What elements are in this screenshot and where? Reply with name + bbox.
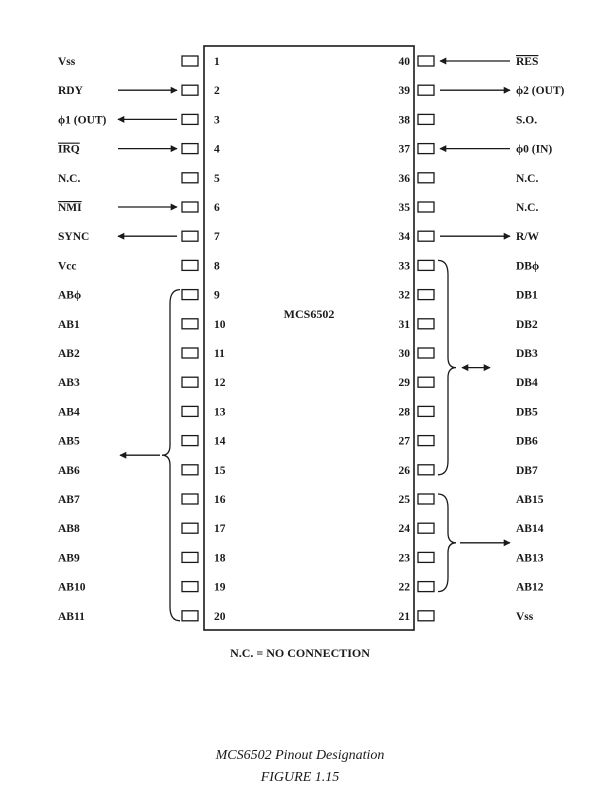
pin-18-lead <box>182 552 198 562</box>
pin-5-lead <box>182 173 198 183</box>
bus-brace <box>438 260 456 474</box>
pin-40-lead <box>418 56 434 66</box>
pin-12-label: AB3 <box>58 377 80 390</box>
pin-2-lead <box>182 85 198 95</box>
pin-3 <box>58 114 220 126</box>
caption-title: MCS6502 Pinout Designation <box>215 748 385 763</box>
pin-6 <box>58 202 220 214</box>
pin-14-label: AB5 <box>58 435 80 448</box>
pin-number: 23 <box>398 552 410 565</box>
pin-37-lead <box>418 144 434 154</box>
pin-20-label: AB11 <box>58 610 85 623</box>
pin-11 <box>58 348 225 360</box>
pin-number: 27 <box>398 435 410 448</box>
bus-group-33-26 <box>438 260 490 474</box>
pin-2 <box>58 85 220 97</box>
pin-number: 2 <box>214 85 220 98</box>
pin-25-lead <box>418 494 434 504</box>
pin-number: 29 <box>398 377 410 390</box>
pin-13-label: AB4 <box>58 406 80 419</box>
pin-number: 1 <box>214 56 220 68</box>
pin-number: 4 <box>214 143 220 156</box>
pin-9-lead <box>182 290 198 300</box>
pin-number: 12 <box>214 377 226 390</box>
pin-4-lead <box>182 144 198 154</box>
pin-15 <box>58 465 226 477</box>
pin-number: 5 <box>214 172 220 185</box>
pin-19-lead <box>182 582 198 592</box>
pin-25 <box>399 494 544 506</box>
pin-7-label: SYNC <box>58 231 90 244</box>
pin-8-lead <box>182 260 198 270</box>
pin-number: 37 <box>398 143 410 156</box>
pin-number: 20 <box>214 610 226 623</box>
pin-35 <box>399 202 539 214</box>
pin-35-lead <box>418 202 434 212</box>
pin-31-label: DB2 <box>516 318 538 331</box>
pin-number: 24 <box>398 523 410 536</box>
pin-number: 34 <box>398 231 410 244</box>
pin-15-label: AB6 <box>58 464 80 477</box>
pin-1 <box>58 56 220 68</box>
bus-brace <box>162 290 180 621</box>
pin-number: 7 <box>214 231 220 244</box>
pin-number: 26 <box>398 464 410 477</box>
pin-36 <box>399 173 539 185</box>
pin-number: 35 <box>398 202 410 214</box>
bus-brace <box>438 494 456 592</box>
pin-number: 6 <box>214 202 220 214</box>
pin-3-label: ϕ1 (OUT) <box>58 114 107 127</box>
pin-19 <box>58 582 226 594</box>
pin-7-lead <box>182 231 198 241</box>
pin-14 <box>58 436 226 448</box>
pin-37 <box>399 144 553 156</box>
pin-2-label: RDY <box>58 85 83 98</box>
pin-number: 31 <box>398 318 410 331</box>
pin-24-label: AB14 <box>516 523 544 536</box>
pin-28-label: DB5 <box>516 406 538 419</box>
pin-5-label: N.C. <box>58 172 81 185</box>
pin-number: 32 <box>398 289 410 302</box>
pin-39 <box>399 85 565 97</box>
pin-26-label: DB7 <box>516 464 538 477</box>
pin-32-lead <box>418 290 434 300</box>
pin-18 <box>58 552 226 564</box>
pin-30-label: DB3 <box>516 348 538 360</box>
pin-38-label: S.O. <box>516 114 538 127</box>
chip-body <box>204 46 414 630</box>
pin-23-lead <box>418 552 434 562</box>
pin-31 <box>399 319 538 331</box>
pin-27-lead <box>418 436 434 446</box>
pin-33-lead <box>418 260 434 270</box>
pin-35-label: N.C. <box>516 202 539 214</box>
pin-28-lead <box>418 406 434 416</box>
pin-19-label: AB10 <box>58 581 86 594</box>
pin-27-label: DB6 <box>516 435 538 448</box>
pin-33-label: DBϕ <box>516 260 540 273</box>
pin-31-lead <box>418 319 434 329</box>
pin-29-label: DB4 <box>516 377 538 390</box>
pin-23 <box>399 552 544 564</box>
pin-21-lead <box>418 611 434 621</box>
pin-34 <box>399 231 540 243</box>
pin-33 <box>399 260 540 272</box>
pin-30-lead <box>418 348 434 358</box>
pin-10-lead <box>182 319 198 329</box>
pin-40-label: RES <box>516 56 539 68</box>
pin-21-label: Vss <box>516 610 534 623</box>
pin-30 <box>399 348 538 360</box>
pin-38-lead <box>418 114 434 124</box>
pin-18-label: AB9 <box>58 552 80 565</box>
pin-14-lead <box>182 436 198 446</box>
pin-12 <box>58 377 226 389</box>
pin-number: 16 <box>214 494 226 506</box>
pin-22 <box>399 582 544 594</box>
pin-34-lead <box>418 231 434 241</box>
pin-26-lead <box>418 465 434 475</box>
no-connection-note: N.C. = NO CONNECTION <box>230 646 370 660</box>
pin-16 <box>58 494 226 506</box>
pin-25-label: AB15 <box>516 494 544 506</box>
pin-number: 36 <box>398 172 410 185</box>
pin-37-label: ϕ0 (IN) <box>516 143 553 156</box>
pin-number: 13 <box>214 406 226 419</box>
pin-number: 33 <box>398 260 410 273</box>
pin-29-lead <box>418 377 434 387</box>
chip-name: MCS6502 <box>283 307 335 321</box>
pin-16-label: AB7 <box>58 494 80 506</box>
bus-group-25-22 <box>438 494 510 592</box>
pin-21 <box>399 611 534 623</box>
pin-4-label: IRQ <box>58 143 80 156</box>
pin-number: 14 <box>214 435 226 448</box>
pin-number: 28 <box>398 406 410 419</box>
pin-39-label: ϕ2 (OUT) <box>516 85 565 98</box>
caption-figure: FIGURE 1.15 <box>260 770 340 785</box>
pin-6-lead <box>182 202 198 212</box>
pin-20 <box>58 611 226 623</box>
pin-number: 3 <box>214 114 220 127</box>
pin-8 <box>58 260 220 272</box>
pin-15-lead <box>182 465 198 475</box>
pin-number: 15 <box>214 464 226 477</box>
pin-7 <box>58 231 220 243</box>
pin-number: 40 <box>398 56 410 68</box>
pin-32 <box>399 290 538 302</box>
pin-36-lead <box>418 173 434 183</box>
pin-22-lead <box>418 582 434 592</box>
pin-number: 11 <box>214 348 225 360</box>
pin-number: 9 <box>214 289 220 302</box>
pin-34-label: R/W <box>516 231 539 244</box>
pin-24 <box>399 523 544 535</box>
pin-17-lead <box>182 523 198 533</box>
pin-38 <box>399 114 538 126</box>
pin-number: 39 <box>398 85 410 98</box>
pin-6-label: NMI <box>58 202 82 214</box>
pin-9 <box>58 290 220 302</box>
pin-number: 8 <box>214 260 220 273</box>
pin-number: 10 <box>214 318 226 331</box>
pin-28 <box>399 406 538 418</box>
pin-number: 17 <box>214 523 226 536</box>
pin-11-lead <box>182 348 198 358</box>
pin-22-label: AB12 <box>516 581 544 594</box>
pin-4 <box>58 144 220 156</box>
pin-number: 21 <box>398 610 410 623</box>
pin-17-label: AB8 <box>58 523 80 536</box>
pin-13-lead <box>182 406 198 416</box>
pin-number: 30 <box>398 348 410 360</box>
pin-8-label: Vcc <box>58 260 77 273</box>
pin-5 <box>58 173 220 185</box>
pin-17 <box>58 523 226 535</box>
bus-group-9-20 <box>120 290 180 621</box>
pin-3-lead <box>182 114 198 124</box>
pin-40 <box>399 56 539 68</box>
pin-number: 38 <box>398 114 410 127</box>
pin-number: 25 <box>398 494 410 506</box>
pin-26 <box>399 465 538 477</box>
pin-number: 18 <box>214 552 226 565</box>
pin-11-label: AB2 <box>58 348 80 360</box>
pin-12-lead <box>182 377 198 387</box>
pin-10-label: AB1 <box>58 318 80 331</box>
pin-29 <box>399 377 538 389</box>
pin-13 <box>58 406 226 418</box>
pin-23-label: AB13 <box>516 552 544 565</box>
pin-39-lead <box>418 85 434 95</box>
pin-24-lead <box>418 523 434 533</box>
pin-number: 19 <box>214 581 226 594</box>
pin-9-label: ABϕ <box>58 289 82 302</box>
pin-27 <box>399 436 538 448</box>
pin-16-lead <box>182 494 198 504</box>
pin-1-lead <box>182 56 198 66</box>
pin-36-label: N.C. <box>516 172 539 185</box>
pin-32-label: DB1 <box>516 289 538 302</box>
pin-20-lead <box>182 611 198 621</box>
pin-1-label: Vss <box>58 56 76 68</box>
pin-number: 22 <box>398 581 410 594</box>
pin-10 <box>58 319 226 331</box>
